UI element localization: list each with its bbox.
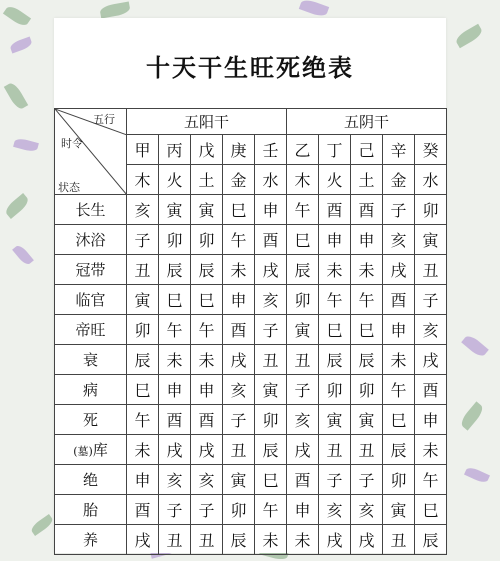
row-label	[55, 255, 127, 285]
table-cell: 午	[383, 375, 415, 405]
table-cell: 巳	[159, 285, 191, 315]
row-label	[55, 225, 127, 255]
table-cell: 戌	[319, 525, 351, 555]
group-header-yang: 五阳干	[127, 109, 287, 135]
table-cell: 申	[255, 195, 287, 225]
table-cell: 未	[319, 255, 351, 285]
row-label-text: 帝旺	[75, 321, 106, 339]
stem-header-cell: 乙	[287, 135, 319, 165]
row-label	[55, 495, 127, 525]
table-cell: 子	[415, 285, 447, 315]
stem-header-cell: 甲	[127, 135, 159, 165]
header-corner-cell	[55, 109, 127, 195]
leaf-decoration	[9, 37, 33, 54]
table-cell: 未	[287, 525, 319, 555]
table-cell: 未	[383, 345, 415, 375]
table-cell: 午	[351, 285, 383, 315]
table-cell: 寅	[415, 225, 447, 255]
row-label	[55, 195, 127, 225]
table-cell: 丑	[127, 255, 159, 285]
table-cell: 午	[319, 285, 351, 315]
table-cell: 亥	[351, 495, 383, 525]
row-label-prefix: (墓)	[73, 445, 93, 458]
table-cell: 酉	[319, 195, 351, 225]
table-cell: 未	[351, 255, 383, 285]
table-cell: 卯	[351, 375, 383, 405]
corner-label-season: 时令	[61, 137, 83, 150]
leaf-decoration	[3, 4, 31, 29]
table-cell: 亥	[127, 195, 159, 225]
table-cell: 酉	[255, 225, 287, 255]
table-cell: 辰	[287, 255, 319, 285]
table-cell: 午	[159, 315, 191, 345]
stem-header-cell: 丁	[319, 135, 351, 165]
table-cell: 辰	[159, 255, 191, 285]
row-label-text: 养	[82, 531, 98, 549]
table-cell: 子	[159, 495, 191, 525]
table-cell: 辰	[223, 525, 255, 555]
row-label	[55, 375, 127, 405]
table-cell: 子	[223, 405, 255, 435]
table-cell: 未	[159, 345, 191, 375]
leaf-decoration	[4, 81, 28, 111]
row-label	[55, 525, 127, 555]
leaf-decoration	[3, 193, 31, 219]
table-cell: 亥	[159, 465, 191, 495]
table-cell: 卯	[191, 225, 223, 255]
table-cell: 巳	[319, 315, 351, 345]
table-cell: 丑	[159, 525, 191, 555]
table-cell: 子	[127, 225, 159, 255]
element-header-cell: 木	[127, 165, 159, 195]
table-cell: 戌	[223, 345, 255, 375]
table-cell: 午	[255, 495, 287, 525]
stem-header-cell: 庚	[223, 135, 255, 165]
table-cell: 戌	[351, 525, 383, 555]
table-cell: 申	[287, 495, 319, 525]
row-label-text: 库	[92, 441, 108, 459]
leaf-decoration	[299, 0, 329, 18]
stems-table	[54, 108, 447, 555]
leaf-decoration	[99, 1, 131, 18]
table-cell: 丑	[191, 525, 223, 555]
table-cell: 午	[287, 195, 319, 225]
table-cell: 卯	[415, 195, 447, 225]
table-cell: 亥	[255, 285, 287, 315]
table-cell: 未	[127, 435, 159, 465]
table-cell: 未	[191, 345, 223, 375]
table-cell: 申	[415, 405, 447, 435]
table-cell: 辰	[127, 345, 159, 375]
table-cell: 子	[351, 465, 383, 495]
table-cell: 戌	[255, 255, 287, 285]
table-cell: 巳	[415, 495, 447, 525]
table-cell: 辰	[415, 525, 447, 555]
element-header-cell: 水	[255, 165, 287, 195]
table-cell: 卯	[127, 315, 159, 345]
element-header-cell: 金	[383, 165, 415, 195]
table-cell: 酉	[191, 405, 223, 435]
table-row	[55, 525, 447, 555]
row-label	[55, 405, 127, 435]
table-row	[55, 315, 447, 345]
table-row	[55, 375, 447, 405]
row-label	[55, 285, 127, 315]
table-cell: 申	[351, 225, 383, 255]
table-cell: 辰	[319, 345, 351, 375]
table-cell: 丑	[383, 525, 415, 555]
row-label-text: 沐浴	[75, 231, 106, 249]
element-header-cell: 水	[415, 165, 447, 195]
element-header-cell: 木	[287, 165, 319, 195]
table-cell: 午	[223, 225, 255, 255]
table-cell: 酉	[223, 315, 255, 345]
element-header-cell: 土	[351, 165, 383, 195]
stem-header-cell: 戊	[191, 135, 223, 165]
table-cell: 酉	[383, 285, 415, 315]
table-cell: 巳	[351, 315, 383, 345]
stem-header-cell: 癸	[415, 135, 447, 165]
table-cell: 酉	[127, 495, 159, 525]
table-cell: 亥	[319, 495, 351, 525]
table-row	[55, 345, 447, 375]
row-label-text: 长生	[75, 201, 106, 219]
leaf-decoration	[461, 333, 489, 359]
table-cell: 亥	[191, 465, 223, 495]
row-label-text: 临官	[75, 291, 106, 309]
table-cell: 丑	[287, 345, 319, 375]
table-cell: 丑	[319, 435, 351, 465]
table-cell: 寅	[255, 375, 287, 405]
table-cell: 丑	[415, 255, 447, 285]
table-cell: 亥	[223, 375, 255, 405]
element-header-cell: 金	[223, 165, 255, 195]
table-cell: 子	[383, 195, 415, 225]
table-cell: 辰	[351, 345, 383, 375]
table-cell: 辰	[255, 435, 287, 465]
table-cell: 卯	[255, 405, 287, 435]
table-row	[55, 285, 447, 315]
table-cell: 卯	[319, 375, 351, 405]
row-label-text: 衰	[82, 351, 98, 369]
table-cell: 巳	[127, 375, 159, 405]
table-cell: 酉	[287, 465, 319, 495]
table-cell: 申	[191, 375, 223, 405]
table-cell: 酉	[415, 375, 447, 405]
table-cell: 申	[223, 285, 255, 315]
stem-header-cell: 己	[351, 135, 383, 165]
row-label-text: 绝	[82, 471, 98, 489]
table-cell: 寅	[159, 195, 191, 225]
table-row	[55, 435, 447, 465]
table-cell: 未	[415, 435, 447, 465]
table-cell: 午	[191, 315, 223, 345]
table-cell: 巳	[191, 285, 223, 315]
table-cell: 卯	[383, 465, 415, 495]
table-cell: 亥	[383, 225, 415, 255]
row-label	[55, 465, 127, 495]
row-label	[55, 315, 127, 345]
corner-label-state: 状态	[58, 181, 80, 194]
table-cell: 寅	[127, 285, 159, 315]
stem-header-cell: 辛	[383, 135, 415, 165]
table-body	[55, 195, 447, 555]
leaf-decoration	[464, 465, 490, 484]
table-cell: 巳	[255, 465, 287, 495]
element-header-cell: 火	[319, 165, 351, 195]
row-label-text: 病	[82, 381, 98, 399]
leaf-decoration	[12, 243, 34, 266]
table-cell: 未	[223, 255, 255, 285]
leaf-decoration	[13, 137, 39, 153]
table-cell: 巳	[383, 405, 415, 435]
row-label-text: 胎	[82, 501, 98, 519]
table-cell: 寅	[191, 195, 223, 225]
stem-header-cell: 丙	[159, 135, 191, 165]
table-cell: 丑	[255, 345, 287, 375]
stem-header-cell: 壬	[255, 135, 287, 165]
element-header-cell: 火	[159, 165, 191, 195]
page-title: 十天干生旺死绝表	[146, 54, 354, 82]
row-label-text: 冠带	[75, 261, 106, 279]
table-row	[55, 255, 447, 285]
table-cell: 寅	[287, 315, 319, 345]
table-cell: 子	[255, 315, 287, 345]
table-cell: 卯	[159, 225, 191, 255]
table-cell: 戌	[287, 435, 319, 465]
table-sheet	[54, 18, 446, 553]
table-cell: 辰	[191, 255, 223, 285]
table-cell: 巳	[223, 195, 255, 225]
table-cell: 丑	[351, 435, 383, 465]
table-cell: 寅	[319, 405, 351, 435]
corner-label-element: 五行	[93, 113, 115, 126]
table-cell: 酉	[351, 195, 383, 225]
table-cell: 申	[127, 465, 159, 495]
table-cell: 戌	[159, 435, 191, 465]
table-cell: 寅	[351, 405, 383, 435]
table-row	[55, 195, 447, 225]
table-cell: 寅	[383, 495, 415, 525]
table-cell: 子	[191, 495, 223, 525]
row-label	[55, 345, 127, 375]
table-cell: 子	[287, 375, 319, 405]
table-row	[55, 225, 447, 255]
table-cell: 酉	[159, 405, 191, 435]
table-row	[55, 465, 447, 495]
table-cell: 未	[255, 525, 287, 555]
table-cell: 戌	[191, 435, 223, 465]
element-header-cell: 土	[191, 165, 223, 195]
leaf-decoration	[29, 514, 54, 536]
table-cell: 亥	[287, 405, 319, 435]
table-cell: 寅	[223, 465, 255, 495]
table-cell: 申	[383, 315, 415, 345]
table-cell: 子	[319, 465, 351, 495]
group-header-yin: 五阴干	[287, 109, 447, 135]
table-cell: 卯	[223, 495, 255, 525]
row-label-text: 死	[82, 411, 98, 429]
table-cell: 辰	[383, 435, 415, 465]
table-cell: 卯	[287, 285, 319, 315]
table-cell: 午	[127, 405, 159, 435]
table-cell: 戌	[127, 525, 159, 555]
leaf-decoration	[454, 24, 484, 48]
table-cell: 申	[159, 375, 191, 405]
table-cell: 午	[415, 465, 447, 495]
table-row	[55, 405, 447, 435]
table-cell: 巳	[287, 225, 319, 255]
table-cell: 戌	[383, 255, 415, 285]
table-cell: 亥	[415, 315, 447, 345]
row-label	[55, 435, 127, 465]
table-cell: 丑	[223, 435, 255, 465]
table-cell: 戌	[415, 345, 447, 375]
table-cell: 申	[319, 225, 351, 255]
leaf-decoration	[458, 401, 485, 430]
table-row	[55, 495, 447, 525]
